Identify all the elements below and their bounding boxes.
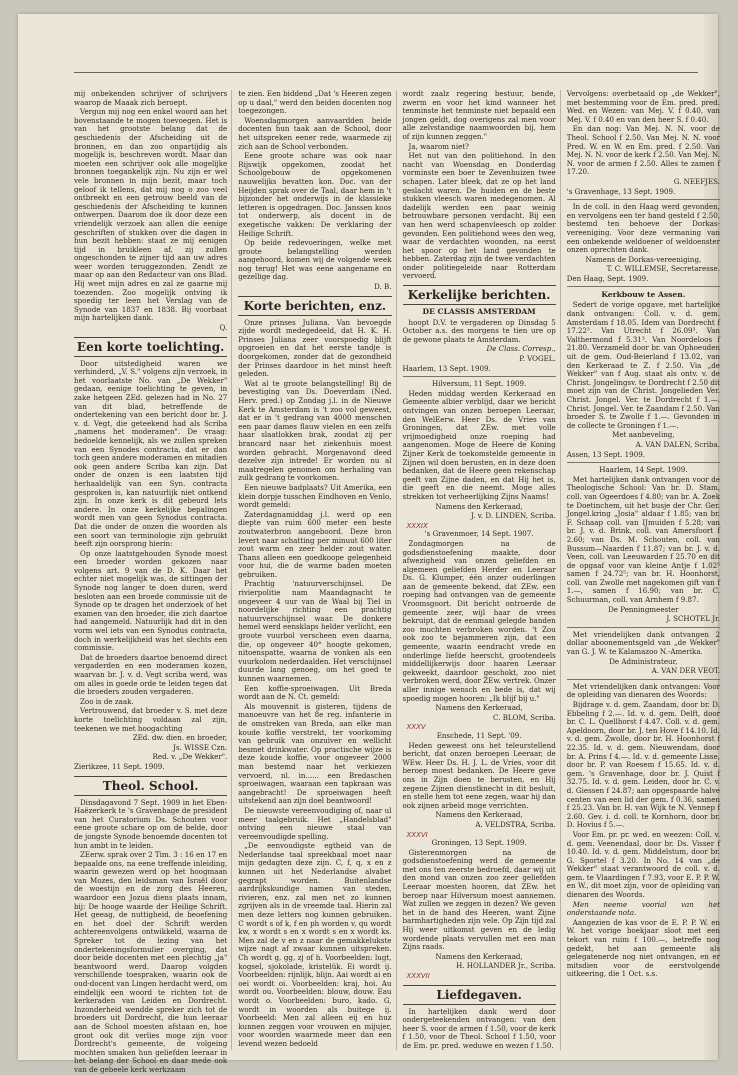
paragraph: Heden middag werden Kerkeraad en Gemeente albier verblijd, daar we bericht ontvingen van onzen beroepen Leeraar, den WelEerw. Heer Ds. de Vries van Groningen, dat ZEw. met volle vrijmoedigheid onze roeping had aangenomen. Moge de Heere de Koning Zijner Kerk de toekomstelde gemeente in Zijnen wil doen berusten, en in deze doen bedanken, dat de Heere geen rekenschap geeft van Zijne daden, en dat Hij het is, die geeft en die neemt. Moge alles strekken tot verheerlijking Zijns Naams! <box>402 388 556 501</box>
paragraph: Namens de Dorkas-vereeniging, <box>585 254 702 264</box>
signature-line: Namens den Kerkeraad, <box>435 501 523 511</box>
top-rule <box>74 72 698 73</box>
section-heading-theol-school: Theol. School. <box>74 776 227 796</box>
paragraph: Bijdrage v. d. gem. Zaandam, door br. D. Ebbeling f 2.—. Id. v. d. gem. Delft, door br. C. L. Quellhorst f 4.47. Coll. v. d. gem. Apeldoorn, door br. J. ten Hove f 14.10. Id. v. d. gem. Zwolle, door br. H. Hoonhorst f 22.35. Id. v. d. gem. Nieuwendam, door br. A. Prins f 4.—. Id. v. d. gemeente Lisse, door br. P. van Roesem f 15.65. Id. v. d. gem. 's Gravenhage, door br. J. Quist f 32.75. Id. v. d. gem. Leiden, door br. C. v. d. Giessen f 24.87; aan opgespaarde halve centen van een lid der gem. f 0.36, samen f 25.23. Van br. H. van Wijk te N. Vennep f 2.60. Gev. i. d. coll. te Kornhorn, door br. D. Hovius f 5.—. <box>566 700 720 830</box>
divider <box>567 627 720 628</box>
signature: A. VAN DALEN, Scriba. <box>635 439 720 449</box>
divider <box>567 679 720 680</box>
divider <box>403 376 556 377</box>
subheading-kerkbouw-assen: Kerkbouw te Assen. <box>601 290 686 300</box>
dateline: Den Haag, Sept. 1909. <box>566 273 649 283</box>
newspaper-page <box>18 14 720 1074</box>
signature-line: C. BLOM, Scriba. <box>493 712 556 722</box>
section-heading-korte-berichten: Korte berichten, enz. <box>238 296 391 316</box>
dateline: Zierikzee, 11 Sept. 1909. <box>74 761 165 771</box>
paragraph: Gisterenmorgen na de godsdienstoefening werd de gemeente met ons ten zeerste bedroefd, daar wij uit den mond van onzen zoo zeer geliefden Leeraar moesten hooren, dat ZEw. het beroep naar Hilversum moest aannemen. Wat zullen we zeggen in dezen? We geven het in de hand des Heeren, want Zijne barmhartigheden zijn vele. Op Zijn tijd zal Hij weer uitkomst geven en de ledig wordende plaats vervullen met een man Zijns raads. <box>402 847 556 952</box>
paragraph: Als mouvennit is gisteren, tijdens de manoeuvre van het 8e reg. infanterie in de omstreken van Breda, aan elke man koude koffie verstrekt, ter voorkoming van gebruik van onzuiver en wellicht besmet drinkwater. Op practische wijze is deze koude koffie, voor ongeveer 2000 man bestemd naar het verkiezen vervoerd, nl. in...... een Bredaschen sproeiwagen, waaraan een tapkraan was aangebracht! De sproeiwagen heeft uitstekend aan zijn doel beantwoord! <box>238 701 392 806</box>
paragraph: Eene groote schare was ook naar Rijswijk opgekomen, zoodat het Schoolgebouw de opgekomenen nauwelijks bevatten kon. Doc. van der Heijden sprak over de Taal, daar hem in 't bijzonder het onderwijs in de klassieke letteren is opgedragen. Doc. Janssen koos tot onderwerp, als docent in de exegetische vakken: De verklaring der Heilige Schrift. <box>238 151 392 238</box>
dateline: Assen, 13 Sept. 1909. <box>566 449 645 459</box>
paragraph: Zaterdagnamiddag j.l. werd op een diepte van ruim 600 meter een beste zoutwaterbron aangeboord. Deze bron levert naar schatting per minuut 600 liter zout warm en zeer helder zout water. Thans alleen een goedkoope gelegenheid voor hui, die de warme baden moeten gebruiken. <box>238 509 392 579</box>
handwritten-note: XXXV <box>406 723 426 732</box>
paragraph: Vervolgens: overbetaald op „de Wekker", met bestemming voor de Em. pred. pred. Wed. en Wezen: van Mej. V. f 0.40, van Mej. V. f 0.40 en van den heer S. f 0.40. <box>566 89 720 124</box>
paragraph: Vergun mij nog een enkel woord aan het bovenstaande te mogen toevoegen. Het is van het grootste belang dat de geschiedenis der Afscheiding uit de bronnen, en dan zoo onpartijdig als mogelijk is, beschreven wordt. Maar dan moeten een schrijver ook alle mogelijke bronnen toegankelijk zijn. Nu zijn er wel vele bronnen in mijn bezit, maar toch geloof ik tellens, dat mij nog o zoo veel ontbreekt en een getrouw beeld van de geschiedenis der Afscheiding te kunnen ontwerpen. Daarom doe ik door deze een vriendelijk verzoek aan allen die eenige geschriften of stukken over die dagen in hun bezit hebben: staat ze mij eenigen tijd in bruikleen af, zij zullen ongeschonden te zijner tijd aan uw adres weer worden teruggezonden. Zendt ze maar op aan den Redacteur van ons Blad. Hij weet mijn adres en zal ze gaarne mij toezenden. Zoo mogelijk ontving ik spoedig ter leen het Verslag van de Synode van 1837 en 1838. Bij voorbaat mijn hartelijken dank. <box>74 107 228 323</box>
signature-line: De Class. Corresp., <box>486 344 556 354</box>
signature-line: Namens den Kerkeraad, <box>435 810 523 820</box>
divider <box>567 462 720 463</box>
handwritten-note: XXXVII <box>406 972 430 980</box>
section-heading-toelichting: Een korte toelichting. <box>74 337 227 357</box>
signature: D. B. <box>374 282 392 292</box>
column-2 <box>238 90 396 1050</box>
signature-line: Namens den Kerkeraad, <box>435 703 523 713</box>
paragraph: Het nut van den politiehond. In den nacht van Woensdag en Donderdag vorminste een boer te Zevenhuizen twee schapen. Later bleek, dat ze op het land geslacht waren. De huiden en de beste stukken vleesch waren medegenomen. Al dadelijk werden een paar weinig betrouwbare personen verdacht. Bij een van hen werd schapenvleesch op zolder gevonden. Een politiehond wees den weg, waar de verdachten woonden, na eerst het spoor op het land gevonden te hebben. Zaterdag zijn de twee verdachten onder politiegeleide naar Rotterdam vervoerd. <box>402 151 556 281</box>
classis-heading: DE CLASSIS AMSTERDAM <box>422 307 536 317</box>
signature: A. VAN DER VEOT. <box>651 666 720 676</box>
signature: T. C. WILLEMSE, Secretaresse. <box>606 264 720 274</box>
column-4 <box>567 90 724 1050</box>
section-heading-liefdegaven: Liefdegaven. <box>403 985 556 1005</box>
handwritten-note: XXXIX <box>406 521 428 530</box>
dateline: 's Gravenhage, 13 Sept. 1909. <box>566 186 676 196</box>
paragraph: Onze prinses Juliana. Van bevoegde zijde wordt medegedeeld, dat H. K. H. Prinses Juliana zeer voorspoedig blijft opgroeien en dat het eerste tandje is doorgekomen, zonder dat de gezondheid der Prinses daardoor in het minst heeft geleden. <box>238 317 392 379</box>
paragraph: Een nieuwe badplaats? Uit Amerika, een klein dorpje tusschen Eindhoven en Venlo, wordt gemeld: <box>238 482 392 510</box>
paragraph: De nieuwste vereenvoudiging of, naar ul meer taalgebruik. Het „Handelsblad" ontving een nieuwe staal van vereenvoudigde spelling. <box>238 805 392 841</box>
signature-line: J. v. D. LINDEN, Scriba. <box>470 511 556 521</box>
paragraph: Men neeme voorial van het onderstaande nota. <box>566 899 720 918</box>
dateline: Haarlem, 13 Sept. 1909. <box>402 363 491 373</box>
paragraph: Dat de broeders daartoe benoemd direct vergaderden en een moderamen kozen, waarvan br. J. v. d. Vegt scriba werd, was om alles in goede orde te leiden tegen dat die broeders zouden vergaderen. <box>74 652 228 697</box>
paragraph: In de coll. in den Haag werd gevonden, en vervolgens een ter hand gesteld f 2.50, bestemd ten behoeve der Dorkas-vereeniging. Voor deze vermaning van een onbekende weldoener of weldoenster onzen oprechten dank. <box>566 202 720 255</box>
paragraph: „De eenvoudigste egtheid van de Nederlandse taal spreekbaal moet naar mijn gedagten deze zijn. C, f, q, x en z kunnen uit het Nederlandse alvabet gegrapt worden. Buitenlandse aardrijkskundige namen van steden, rivieren, enz. zal men net zo kunnen zgrijven als in de vreemde taal. Hierin zal men deze letters nog kunnen gebruiken. C wordt s of k, f en ph worden v, qu wordt kw, x wordt s en x wordt s en x wordt ks. Men zal de v en z naar de gemakkelukste wijze nagt af zwaar kunnen uitspreken. Ch wordt g, gg, zj of h. Voorbeelden: lugt, kogsel, sjokolade, kristelük. Ei wordt ij. Voorbeelden: rijnlijk, blijn. Aai wordt ai en oei wordt oi. Voorbeelden: kraj, hoi. Au wordt ou. Voorbeelden: blouw, douw. Eau wordt o. Voorbeelden: buro, kado. G, wordt in woorden als buitege ij. Voorbeeld: Men zal alleen eij en huz kunnen zeggen voor vrouwen en mijujer, voor woorden waarmede meer dan een levend wezen bedoeld <box>238 841 392 1048</box>
paragraph: Woensdagmorgen aanvaardden beide docenten hun taak aan de School, door het uitspreken eener rede, waarmede zij zich aan de School verbonden. <box>238 115 392 151</box>
paragraph: Zoo is de zaak. <box>80 696 134 706</box>
signature: Q. <box>219 323 228 333</box>
paragraph: mij onbekenden schrijver of schrijvers waarop de Maaak zich beroept. <box>74 89 228 107</box>
dateline: Hilversum, 11 Sept. 1909. <box>431 379 527 389</box>
signature: J. SCHOTEL Jr. <box>666 614 720 624</box>
paragraph: Ja, waarom niet? <box>408 141 469 151</box>
column-3 <box>403 90 561 1050</box>
paragraph: Heden geweest ons het teleurstellend bericht, dat onzen beroepen Leeraar, de WEw. Heer Ds. H. J. L. de Vries, voor dit beroep moest bedanken. De Heere geve ons in Zijn doen te berusten, en Hij zegene Zijnen dienstknecht in dit besluit, en stelle hem tot eene zegen, waar hij dan ook zijnen arbeid moge verrichten. <box>402 740 556 810</box>
section-heading-kerkelijke-berichten: Kerkelijke berichten. <box>403 285 556 305</box>
paragraph: te zien. Een biddend „Dat 's Heeren zegen op u daal," werd den beiden docenten nog toegezongen. <box>238 89 392 116</box>
paragraph: In hartelijken dank werd door ondergeteekenden ontvangen: van den heer S. voor de armen f 1.50, voor de kerk f 1.50, voor de Theol. School f 1.50, voor de Em. pr. pred. weduwe en wezen f 1.50. <box>402 1006 556 1050</box>
handwritten-note: XXXVI <box>406 830 428 839</box>
signature-line: H. HOLLANDER Jr., Scriba. <box>456 961 556 971</box>
signature-line: ZEd. dw. dien. en broeder, <box>132 733 228 743</box>
paragraph: hoopt D.V. te vergaderen op Dinsdag 5 October a.s. des morgens te tien ure op de gewone plaats te Amsterdam. <box>402 317 556 344</box>
dateline: 's Gravenmoer, 14 Sept. 1907. <box>424 529 534 539</box>
signature-line: Namens den Kerkeraad, <box>435 951 523 961</box>
paragraph: Een koffie-sproeiwagen. Uit Breda wordt aan de N. Ct. gemeld: <box>238 683 392 702</box>
paragraph: Sedert de vorige opgave, met hartelijke dank ontvangen: Coll. v. d. gem. Amsterdam f 18.05. Idem van Dordrecht f 17.22³. Van Utrecht f 26.09³. Van Valthermond f 5.31³. Van Noordeloos f 21.80. Verzameld door br. van Ophoeuden uit de gem. Oud-Beierland f 13.02, van den Kerkeraad te Z. f 2.50. Via „de Wekker" van f Aug. staat als ontv. v. de Christ. Jongelingsv. te Dordrecht f 2.50 dit moet zijn van de Christ. Jongelieden Ver. Christ. Jongel. Ver. te Dordrecht f 1.—. Christ. Jongel. Ver. te Zaandam f 2.50. Van broeder S. te Zwolle f 1.—. Gevonden in de collecte te Groningen f 1.—. <box>566 300 720 430</box>
paragraph: Prachtig 'natuurverschijnsel. De rivierpolitie nam Maandagnacht te ongeveer 4 uur van de Waal bij Tiel in noordelijke richting een prachtig natuurverschijnsel waar. De donkere hemel werd eensklaps helder verlicht, een groote vuurbol verscheen even daarna, die, op ongeveer 40° hoogte gekomen, nitoenspatte, waarna de vonken als een vuurkolom nederdaalden. Het verschijnsel duurde lang genoeg, om het goed te kunnen waarnemen. <box>238 579 392 683</box>
paragraph: Op onze laatstgehouden Synode moest een broeder worden gekozen naar volgens art. 9 van de D. K. Daar het echter niet mogelijk was, de sittingen der Synode nog langer te doen duren, werd besloten aan een broede commissie uit de Synode op te dragen het onderzoek of het examen van den broeder, die zich daartoe had aangemeld. Natuurlijk had dit in den vorm wel iets van een Synodus contracta, doch in werkelijkheid was het slechts een commissie. <box>74 548 228 653</box>
signature-line: P. VOGEL. <box>519 354 556 364</box>
paragraph: Met vriendelijken dank ontvangen 2 dollar aboonementsgeld van „de Wekker" van G. J. W. te Kalamazoo N.-Amerika. <box>566 629 720 657</box>
paragraph: Vertrouwend, dat broeder v. S. met deze korte toelichting voldaan zal zijn, teekenen we met hoogachting <box>74 706 228 733</box>
paragraph: wordt zaalz regering bestuur, bende, zwerm en voor het kind wanneer het tenminste het tenminste niet bepaald een jongen geldt, dog overigens zal men voor alle zelvstandige naamwoorden bij, hem of zijn kunnen zeggen." <box>402 89 556 141</box>
divider <box>567 199 720 200</box>
paragraph: Voor Em. pr. pr. wed. en weezen: Coll. v. d. gem. Veenendaal, door br. Ds. Visser f 10.40. Id. v. d. gem. Middelstum, door br. G. Sportel f 3.20. In No. 14 van „de Wekker" staat verantwoord de coll. v. d. gem. te Vlaardingen f 7.93, voor E. P. P. W. en W., dit moet zijn, voor de opleiding van dienaren des Woords. <box>566 829 720 900</box>
paragraph: Met vriendelijken dank ontvangen: Voor de opleiding van dienaren des Woords: <box>566 681 720 700</box>
signature-line: Red. v. „De Wekker". <box>152 752 228 762</box>
dateline: Enschede, 11 Sept. '09. <box>436 730 522 740</box>
paragraph: Op beide redevoeringen, welke met groote belangstelling werden aangehoord, komen wij de volgende week nog terug! Het was eene aangename en gezellige dag. <box>238 238 392 282</box>
paragraph: Dinsdagavond 7 Sept. 1909 in het Eben-Haëzerkerk te 's Gravenhage de president van het Curatorium Ds. Schouten voor eene groote schare op om de belde, door de jongste Synode benoemde docenten tot hun ambt in te leiden. <box>74 797 228 850</box>
columns <box>74 89 724 1074</box>
dateline: Haarlem, 14 Sept. 1909. <box>599 465 688 475</box>
paragraph: De Administrateur, <box>609 656 678 666</box>
paragraph: Met aanbeveling, <box>612 430 675 440</box>
dateline: Groningen, 13 Sept. 1909. <box>431 838 527 848</box>
paragraph: En dan nog: Van Mej. N. N. voor de Theol. School f 2.50. Van Mej. N. N. voor Pred. W. en W. en Em. pred. f 2.50. Van Mej. N. N. voor de kerk f 2.50. Van Mej. N. N. voor de armen f 2.50. Alles te zamen f 17.20. <box>566 124 720 177</box>
paragraph: Door uitstedigheid waren we verhinderd, „V. S." volgens zijn verzoek, in het voorlaatste No. van „De Wekker" gedaan, eenige toelichting te geven, in zake hetgeen ZEd. gelezen had in No. 27 van dit blad, betreffende de ondertekening van een bericht door br. J. v. d. Vegt, die geteekend had als Scriba „namens het moderamen". De vraag: bedoelde kennelijk, als we zullen spreken van een Synodes contracta, dat er dan toch geen andere moderamen en mitadien ook geen andere Scriba kan zijn. Dat onder de onzen is een laatsten tijd herhaaldelijk van een Syn. contracta gesproken is, kan natuurlijk niet ontkend zijn. In onze kerk is dit gebeurd lets andere. In onze kerkelijke bepalingen wordt men van geen Synodus contracta. Dat die onder de onzen die woorden als een soort van terminologie zijn gebruikt heeft zijn oorsprong hierin: <box>74 358 228 549</box>
signature-line: A. VELDSTRA, Scriba. <box>475 819 556 829</box>
paragraph: ZEerw. sprak over 2 Tim. 3 : 16 en 17 en bepaalde ons, na eene treffende inleiding, waarin gewezen werd op het hoogmaan van Mozes, den leidsman van Israël door de woestijn en de zorg des Heeren, waardoor een Jozua diens plaats innam, bij: De hooge waarde der Heilige Schrift. Het geeag, de nuttigheid, de beoefening en het doel der Schrift werden achtereenvolgens ontwikkeld, waarna de Spreker tot de lezing van het ondertekeningsformulier overging, dat door beide docenten met een plechtig „ja" beantwoord werd. Daarop volgden verschillende toespraken, waarin ook de oud-docent van Lingen herdacht werd, om eindelijk een woord te richten tot de kerkeraden van Leiden en Dordrecht. Inzonderheid wendde spreker zich tot de broeders uit Dordrecht, die hun leeraar aan de School moesten afstaan en, hoe groot ook dit verlies moge zijn voor Dordrecht's gemeente, de volgeing mochten smaken hun geliefden leeraar in het belang der School en daar mede ook van de gebeele kerk werkzaam <box>74 850 228 1074</box>
paragraph: De Penningmeester <box>608 604 679 614</box>
paragraph: Aangezien de kas voor de E. P. P. W. en W. het vorige boekjaar sloot met een tekort van ruim f 100.—, betreffe nog gedekt, het aan gemeente als gelegatenerde nog niet ontvangen, en er mitsdien voor de eerstvolgende uitkeering, die 1 Oct. s.s. <box>566 917 720 979</box>
paragraph: Met hartelijken dank ontvangen voor de Theologische School: Van br. D. Stam, coll. van Ogeerdoes f 4.80; van br. A. Zoek te Doetinchem, uit het busje der Chr. Ger. Jongel.kring „Josia" aldaar f 1.85; van br. F. Schaap coll. van IJmuiden f 5.28; van br. J. v. d. Brink, coll. van Amersfoort f 2.60; van Ds. M. Schouten, coll. van Bussum—Naarden f 11.87; van br. J. v. d. Veen, coll. van Leeuwarden f 25.70 en dit de opgaaf voor van kleine Antje f 1.02⁵ samen f 24.72⁵; van br. H. Hoonhorst, coll. van Zwolle met nagekomen gift van f 1.—, samen f 16.90; van br. C. Schuurman, coll. van Arnhem f 9.87. <box>566 474 720 605</box>
paragraph: Wat al te groote belangstelling! Bij de bevestiging van Ds. Doeverdam (Ned. Herv. pred.) op Zondag j.l. in de Nieuwe Kerk te Amsterdam is 't zoo vol geweest, dat er in 't gedrang van 4000 menschen een paar dames flauw vielen en een zelfs haar slaatlokken brak, zoodat zij per brancard naar het ziekenhuis moest worden gebracht. Morgenavond deed dezelve zijn intrede! Er worden nu al maatregelen genomen om herhaling van zulk gedrang te voorkomen. <box>238 378 392 483</box>
signature: G. NEEFJES. <box>673 176 720 186</box>
divider <box>567 286 720 287</box>
paragraph: Zondagmorgen na de godsdienstoefening maakte, door afwezigheid van onzen geliefden en algemeen geliefden Herder en Leeraar Ds. G. Klumper, één onzer ouderlingen aan de gemeente bekend, dat ZEw. een roeping had ontvangen van de gemeente Vroomsgoort. Dit bericht ontroerde de gemeente zeer, wijl haar de vrees bekruipt, dat de eenmaal gelegde banden zoo muchten verbroken worden. 't Zou ook zoo te bejammeren zijn, dat een gemeente, waarin eendracht vrede en onderlinge liefde heerscht, grootendeels middellijkerwijs door haaren Leeraar gekweekt, daardoor geschokt, zoo niet verbroken werd, door ZEw. vertrek. Onzer aller innige wensch en bede is, dat wij spoedig mogen hooren: „Ik blijf bij u." <box>402 538 556 703</box>
signature-line: Js. WISSE Czn. <box>173 742 228 752</box>
column-1 <box>74 89 232 1074</box>
